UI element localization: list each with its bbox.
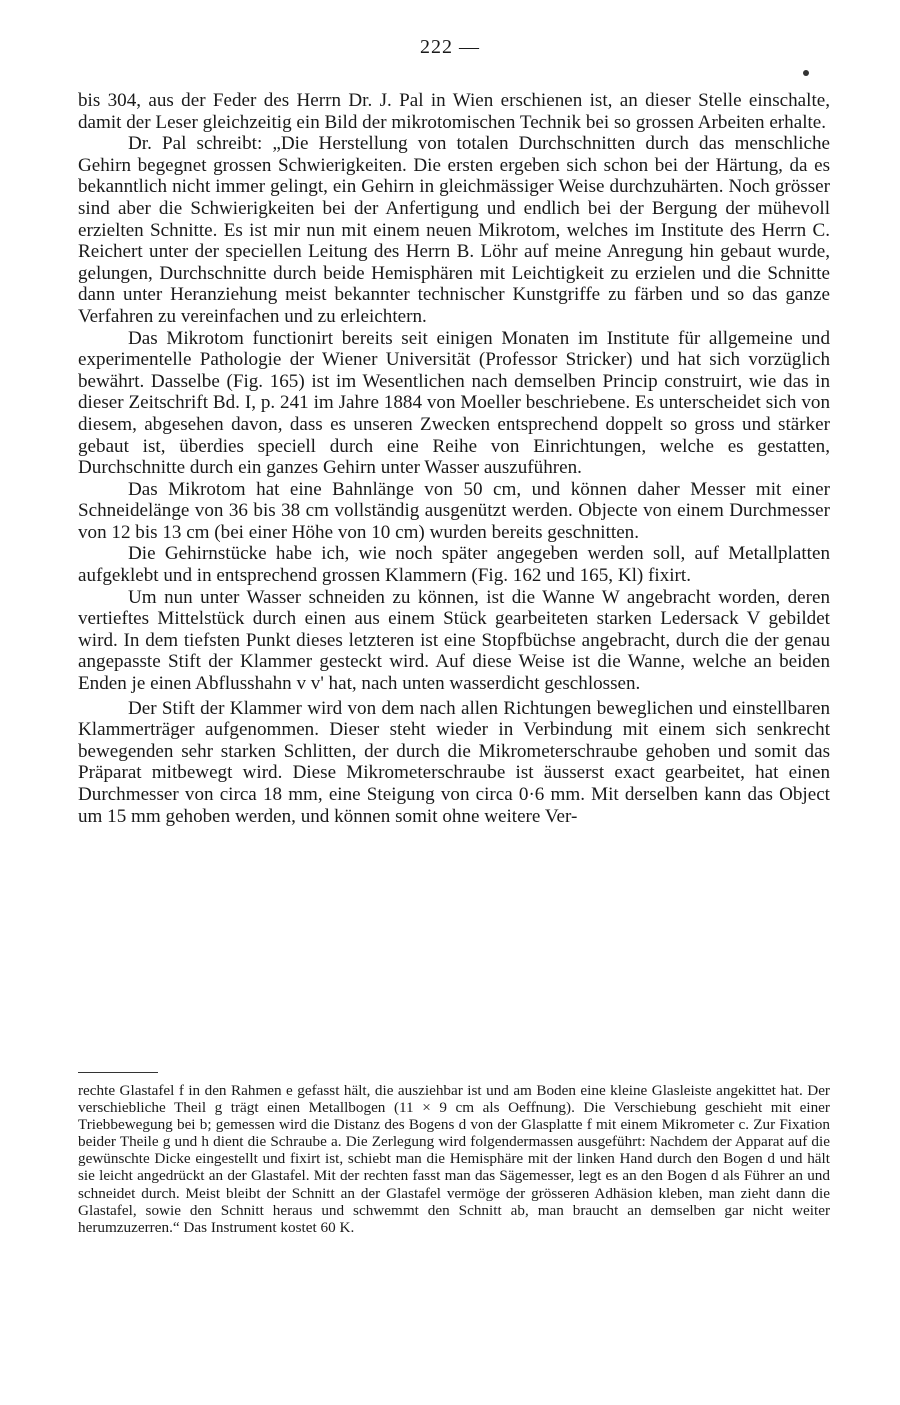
paragraph: Die Gehirnstücke habe ich, wie noch später angegeben werden soll, auf Metallplatten aufgeklebt und in entsprechend grossen Klammern (Fig. 162 und 165, Kl) fixirt. — [78, 543, 830, 587]
page-number-value: 222 — [420, 36, 453, 58]
paragraph: Der Stift der Klammer wird von dem nach allen Richtungen beweglichen und einstellbaren Klammerträger aufgenommen. Dieser steht wieder in Verbindung mit einem sich senkrecht bewegenden sehr starken Schlitten, der durch die Mikrometerschraube gehoben und somit das Präparat mitbewegt wird. Diese Mikrometerschraube ist äusserst exact gearbeitet, hat einen Durchmesser von circa 18 mm, eine Steigung von circa 0·6 mm. Mit derselben kann das Object um 15 mm gehoben werden, und können somit ohne weitere Ver- — [78, 697, 830, 827]
page-number — [0, 36, 900, 59]
paragraph: Das Mikrotom hat eine Bahnlänge von 50 cm, und können daher Messer mit einer Schneidelänge von 36 bis 38 cm vollständig ausgenützt werden. Objecte von einem Durchmesser von 12 bis 13 cm (bei einer Höhe von 10 cm) wurden bereits geschnitten. — [78, 478, 830, 543]
paragraph: Um nun unter Wasser schneiden zu können, ist die Wanne W angebracht worden, deren vertieftes Mittelstück durch einen aus einem Stück gearbeiteten starken Ledersack V gebildet wird. In dem tiefsten Punkt dieses letzteren ist eine Stopfbüchse angebracht, durch die der genau angepasste Stift der Klammer gesteckt wird. Auf diese Weise ist die Wanne, welche an beiden Enden je einen Abflusshahn v v' hat, nach unten wasserdicht geschlossen. — [78, 586, 830, 695]
main-text — [78, 90, 830, 827]
print-speck — [803, 70, 809, 76]
paragraph: bis 304, aus der Feder des Herrn Dr. J. Pal in Wien erschienen ist, an dieser Stelle einschalte, damit der Leser gleichzeitig ein Bild der mikrotomischen Technik bei so grossen Arbeiten erhalte. — [78, 90, 830, 133]
footnote: rechte Glastafel f in den Rahmen e gefasst hält, die ausziehbar ist und am Boden eine kleine Glasleiste angekittet hat. Der verschiebliche Theil g trägt einen Metallbogen (11 × 9 cm als Oeffnung). Die Verschiebung geschieht mit einer Triebbewegung bei b; gemessen wird die Distanz des Bogens d von der Glasplatte f mit einem Mikrometer c. Zur Fixation beider Theile g und h dient die Schraube a. Die Zerlegung wird folgendermassen ausgeführt: Nachdem der Apparat auf die gewünschte Dicke eingestellt und fixirt ist, schiebt man die Hemisphäre mit der linken Hand durch den Bogen d und hält sie leicht angedrückt an der Glastafel. Mit der rechten fasst man das Sägemesser, legt es an den Bogen d als Führer an und schneidet durch. Meist bleibt der Schnitt an der Glastafel vermöge der grösseren Adhäsion kleben, man zieht dann die Glastafel, sowie den Schnitt heraus und schwemmt den Schnitt ab, man braucht an demselben gar nicht weiter herumzuzerren.“ Das Instrument kostet 60 K. — [78, 1082, 830, 1236]
paragraph: Das Mikrotom functionirt bereits seit einigen Monaten im Institute für allgemeine und experimentelle Pathologie der Wiener Universität (Professor Stricker) und hat sich vorzüglich bewährt. Dasselbe (Fig. 165) ist im Wesentlichen nach demselben Princip construirt, wie das in dieser Zeitschrift Bd. I, p. 241 im Jahre 1884 von Moeller beschriebene. Es unterscheidet sich von diesem, abgesehen davon, dass es unseren Zwecken entsprechend doppelt so gross und stärker gebaut ist, überdies speciell durch eine Reihe von Einrichtungen, welche es gestatten, Durchschnitte durch ein ganzes Gehirn unter Wasser auszuführen. — [78, 327, 830, 479]
page-number-dash: — — [459, 36, 480, 58]
footnote-divider — [78, 1072, 158, 1073]
paragraph: Dr. Pal schreibt: „Die Herstellung von totalen Durchschnitten durch das menschliche Gehirn begegnet grossen Schwierigkeiten. Die ersten ergeben sich schon bei der Härtung, da es bekanntlich nicht immer gelingt, ein Gehirn in gleichmässiger Weise durchzuhärten. Noch grösser sind aber die Schwierigkeiten bei der Anfertigung und endlich bei der Bergung der mühevoll erzielten Schnitte. Es ist mir nun mit einem neuen Mikrotom, welches im Institute des Herrn C. Reichert unter der speciellen Leitung des Herrn B. Löhr auf meine Anregung hin gebaut wurde, gelungen, Durchschnitte durch beide Hemisphären mit Leichtigkeit zu erzielen und die Schnitte dann unter Heranziehung meist bekannter technischer Kunstgriffe zu färben und so das ganze Verfahren zu vereinfachen und zu erleichtern. — [78, 133, 830, 327]
